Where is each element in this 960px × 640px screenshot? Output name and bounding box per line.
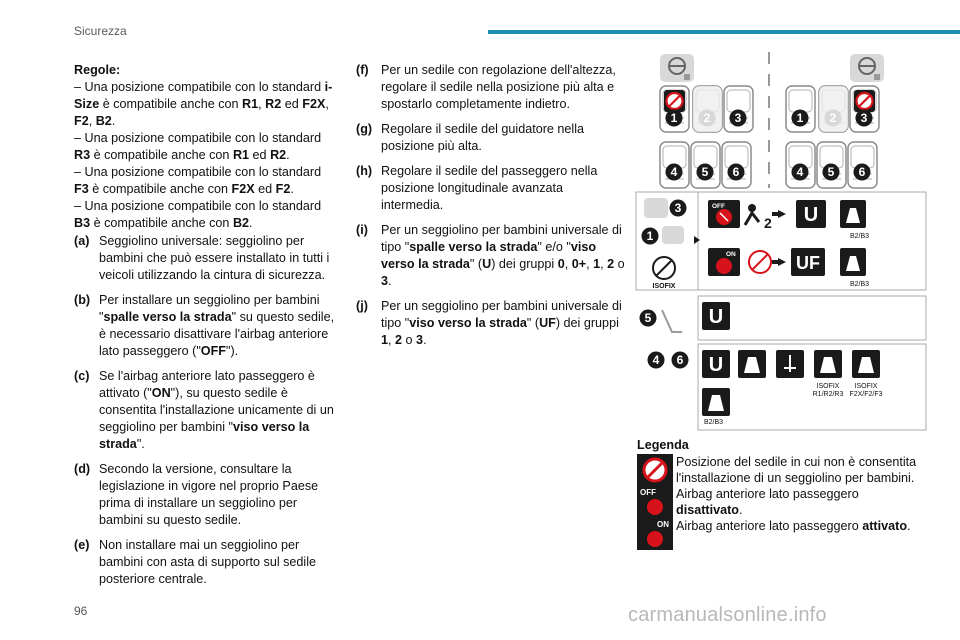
svg-text:OFF: OFF: [640, 488, 656, 497]
rule-2: – Una posizione compatibile con lo standard R3 è compatibile anche con R1 ed R2.: [74, 131, 322, 162]
note-h: (h) Regolare il sedile del passeggero nella posizione longitudinale avanzata intermedia.: [356, 164, 598, 212]
no-seat-icon: [857, 93, 873, 109]
seat-num: 5: [644, 311, 652, 325]
isofix-r-label: ISOFIX: [816, 383, 840, 390]
note-c: (c) Se l'airbag anteriore lato passeggero è attivato ("ON"), su questo sedile è consentita l'installazione unicamente di un seggiolino per bambini "viso verso la strada".: [74, 369, 334, 451]
regole-title: Regole:: [74, 63, 121, 77]
seat-num: 3: [674, 201, 682, 215]
seat-num: 6: [676, 353, 684, 367]
watermark: carmanualsonline.info: [628, 604, 827, 626]
svg-text:ON: ON: [657, 520, 669, 529]
note-b: (b) Per installare un seggiolino per bambini "spalle verso la strada" su questo sedile, è necessario disattivare l'airbag anteriore lato passeggero ("OFF").: [74, 293, 335, 358]
airbag-off-icon: [637, 486, 673, 518]
seat-num: 1: [670, 111, 678, 125]
u-badge: U: [708, 354, 724, 376]
seat-num: 4: [796, 165, 804, 179]
legend-title: Legenda: [637, 438, 689, 452]
seat-num: 6: [732, 165, 740, 179]
airbag-on-icon: [637, 518, 673, 550]
u-badge: U: [708, 306, 724, 328]
legend-entry-airbag-on: ON Airbag anteriore lato passeggero attivato.: [637, 518, 927, 534]
no-seat-icon: [667, 93, 683, 109]
isofix-f-sub: F2X/F2/F3: [849, 391, 883, 398]
seat-num: 1: [796, 111, 804, 125]
child-figure-2: 2: [764, 215, 772, 231]
header-accent-bar: [488, 30, 960, 34]
seat-num: 4: [670, 165, 678, 179]
middle-column: [356, 62, 626, 357]
isofix-r-sub: R1/R2/R3: [812, 391, 844, 398]
steering-wheel-icon: [850, 54, 884, 82]
note-f: (f) Per un sedile con regolazione dell'altezza, regolare il sedile nella posizione più alta e spostarlo completamente indietro.: [356, 63, 616, 111]
b2b3-label: B2/B3: [704, 419, 724, 426]
section-header: Sicurezza: [74, 24, 127, 38]
legend-entry-no-seat: Posizione del sedile in cui non è consentita l'installazione di un seggiolino per bambini.: [637, 454, 927, 486]
page-number: 96: [74, 604, 88, 618]
legend-entry-airbag-off: OFF Airbag anteriore lato passeggero disattivato.: [637, 486, 927, 518]
seat-num: 6: [858, 165, 866, 179]
rule-3: – Una posizione compatibile con lo standard F3 è compatibile anche con F2X ed F2.: [74, 165, 322, 196]
left-column: [74, 62, 336, 596]
airbag-off-label: OFF: [712, 203, 725, 210]
note-e: (e) Non installare mai un seggiolino per bambini con asta di supporto sul sedile posteriore centrale.: [74, 538, 317, 586]
child-seat-diagram: [628, 50, 928, 432]
seat-num: 4: [652, 353, 660, 367]
isofix-prohibited-label: ISOFIX: [652, 283, 676, 290]
rule-1: – Una posizione compatibile con lo standard i-Size è compatibile anche con R1, R2 ed F2X, F2, B2.: [74, 80, 333, 128]
u-badge: U: [803, 204, 819, 226]
seat-num: 1: [646, 229, 654, 243]
no-seat-icon: [637, 454, 673, 486]
seat-num: 5: [827, 165, 835, 179]
steering-wheel-icon: [660, 54, 694, 82]
legend: [637, 437, 927, 550]
uf-badge: UF: [796, 253, 820, 273]
seat-num: 2: [829, 111, 837, 125]
note-d: (d) Secondo la versione, consultare la legislazione in vigore nel proprio Paese prima di installare un seggiolino per bambini su questo sedile.: [74, 462, 319, 527]
b2b3-label: B2/B3: [850, 233, 870, 240]
seat-num: 5: [701, 165, 709, 179]
isofix-f-label: ISOFIX: [854, 383, 878, 390]
note-j: (j) Per un seggiolino per bambini universale di tipo "viso verso la strada" (UF) dei gruppi 1, 2 o 3.: [356, 299, 622, 347]
b2b3-label: B2/B3: [850, 281, 870, 288]
airbag-on-label: ON: [726, 251, 736, 258]
seat-num: 2: [703, 111, 711, 125]
seat-num: 3: [734, 111, 742, 125]
note-a: (a) Seggiolino universale: seggiolino per bambini che può essere installato in tutti i veicoli utilizzando la cintura di sicurezza.: [74, 234, 330, 282]
note-i: (i) Per un seggiolino per bambini universale di tipo "spalle verso la strada" e/o "viso verso la strada" (U) dei gruppi 0, 0+, 1, 2 o 3.: [356, 223, 625, 288]
seat-num: 3: [860, 111, 868, 125]
note-g: (g) Regolare il sedile del guidatore nella posizione più alta.: [356, 122, 585, 153]
rule-4: – Una posizione compatibile con lo standard B3 è compatibile anche con B2.: [74, 199, 322, 230]
